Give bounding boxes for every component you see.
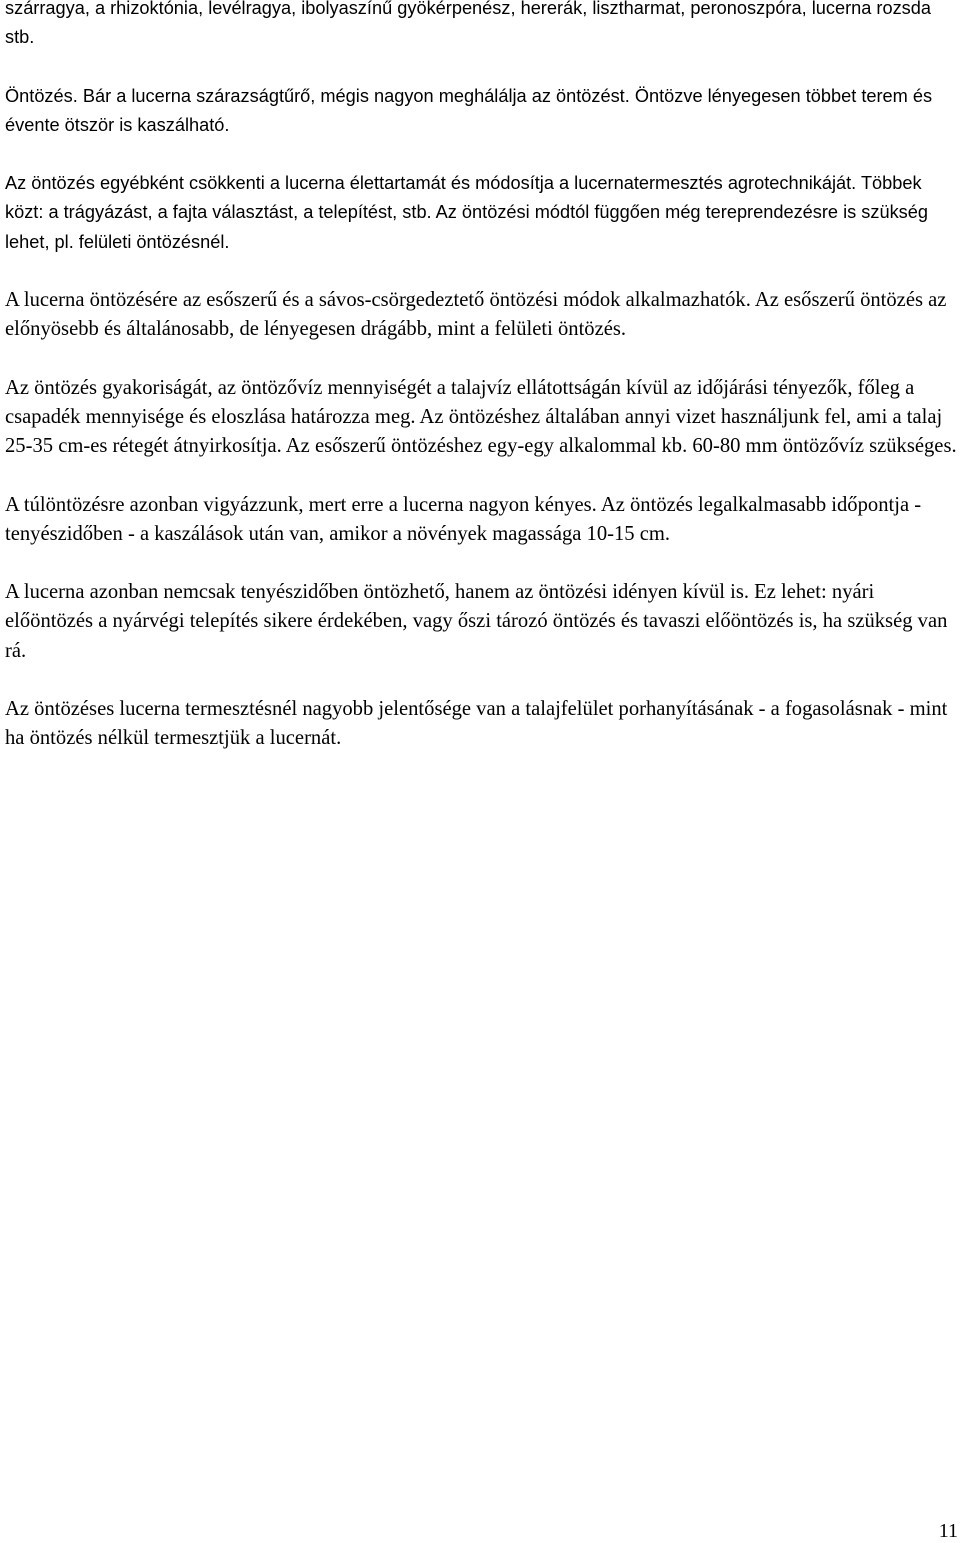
text-run: A lucerna azonban nemcsak tenyészidőben öntözhető, hanem az öntözési idényen kívül is. Ez lehet: nyári előöntözés a nyárvégi telepítés sikere érdekében, vagy őszi tározó öntözés és tavaszi előöntözés is, ha szükség van rá. [5,581,948,662]
text-run: Az öntözés gyakoriságát, az öntözővíz mennyiségét a talajvíz ellátottságán kívül az időjárási tényezők, főleg a csapadék mennyisége és eloszlása határozza meg. Az öntözéshez általában annyi vizet használjunk fel, ami a talaj 25-35 cm-es rétegét átnyirkosítja. Az esőszerű öntözéshez egy-egy alkalommal kb. 60-80 mm öntözővíz szükséges. [5,376,957,458]
text-run: A lucerna öntözésére az esőszerű és a sávos-csörgedeztető öntözési módok alkalmazhatók. Az esőszerű öntözés az előnyösebb és általánosabb, de lényegesen drágább, mint a felületi öntözés. [5,289,947,341]
text-run: Az öntözéses lucerna termesztésnél nagyobb jelentősége van a talajfelület porhanyításának - a fogasolásnak - mint ha öntözés nélkül termesztjük a lucernát. [5,698,948,750]
paragraph-diseases [5,0,957,53]
text-run: Öntözés. Bár a lucerna szárazságtűrő, mégis nagyon meghálálja az öntözést. Öntözve lényegesen többet terem és évente ötször is kaszálható. [5,85,933,135]
paragraph-irrigation-frequency [5,374,957,462]
paragraph-overwatering [5,491,957,550]
paragraph-off-season-irrigation [5,578,957,666]
paragraph-irrigation-intro [5,82,957,141]
document-page [5,0,957,754]
page-number: 11 [938,1520,958,1542]
text-run: szárragya, a rhizoktónia, levélragya, ibolyaszínű gyökérpenész, hererák, lisztharmat, peronoszpóra, lucerna rozsda stb. [5,0,932,48]
paragraph-irrigation-effects [5,169,957,257]
text-run: A túlöntözésre azonban vigyázzunk, mert erre a lucerna nagyon kényes. Az öntözés legalkalmasabb időpontja - tenyészidőben - a kaszálások után van, amikor a növények magassága 10-15 cm. [5,493,922,545]
text-run: Az öntözés egyébként csökkenti a lucerna élettartamát és módosítja a lucernatermesztés agrotechnikáját. Többek közt: a trágyázást, a fajta választást, a telepítést, stb. Az öntözési módtól függően még tereprendezésre is szükség lehet, pl. felületi öntözésnél. [5,173,929,252]
paragraph-irrigation-methods [5,286,957,345]
paragraph-soil-cultivation [5,695,957,754]
